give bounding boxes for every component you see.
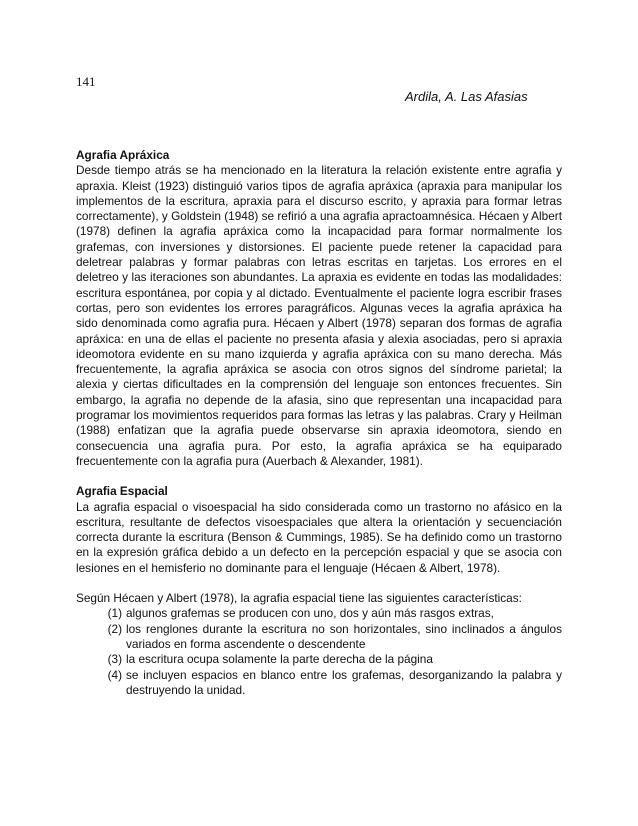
section-paragraph: La agrafia espacial o visoespacial ha sido considerada como un trastorno no afásico en la escritura, resultante de defectos visoespaciales que altera la orientación y secuenciación correcta durante la escritura (Benson & Cummings, 1985). Se ha definido como un trastorno en la expresión gráfica debido a un defecto en la percepción espacial y que se asocia con lesiones en el hemisferio no dominante para el lenguaje (Hécaen & Albert, 1978). (76, 499, 562, 575)
list-item (76, 622, 562, 653)
list-item (76, 606, 562, 621)
list-item (76, 652, 562, 667)
list-item-number: (3) (107, 652, 122, 667)
section-paragraph: Desde tiempo atrás se ha mencionado en la literatura la relación existente entre agrafia y apraxia. Kleist (1923) distinguió varios tipos de agrafia apráxica (apraxia para manipular los implementos de la escritura, apraxia para el discurso escrito, y apraxia para formar letras correctamente), y Goldstein (1948) se refirió a una agrafia apractoamnésica. Hécaen y Albert (1978) definen la agrafia apráxica como la incapacidad para formar normalmente los grafemas, con inversiones y distorsiones. El paciente puede retener la capacidad para deletrear palabras y formar palabras con letras escritas en tarjetas. Los errores en el deletreo y las iteraciones son abundantes. La apraxia es evidente en todas las modalidades: escritura espontánea, por copia y al dictado. Eventualmente el paciente logra escribir frases cortas, pero son evidentes los errores paragráficos. Algunas veces la agrafia apráxica ha sido denominada como agrafia pura. Hécaen y Albert (1978) separan dos formas de agrafia apráxica: en una de ellas el paciente no presenta afasia y alexia asociadas, pero si apraxia ideomotora evidente en su mano izquierda y agrafia apráxica con su mano derecha. Más frecuentemente, la agrafia apráxica se asocia con otros signos del síndrome parietal; la alexia y ciertas dificultades en la comprensión del lenguaje son entonces frecuentes. Sin embargo, la agrafia no depende de la afasia, sino que representan una incapacidad para programar los movimientos requeridos para formas las letras y las palabras. Crary y Heilman (1988) enfatizan que la agrafia puede observarse sin apraxia ideomotora, siendo en consecuencia una agrafia pura. Por esto, la agrafia apráxica se ha equiparado frecuentemente con la agrafia pura (Auerbach & Alexander, 1981). (76, 163, 562, 468)
characteristics-block (76, 591, 562, 698)
characteristics-intro: Según Hécaen y Albert (1978), la agrafia espacial tiene las siguientes características: (76, 591, 522, 606)
section-agrafia-espacial (76, 484, 562, 576)
list-item-text: algunos grafemas se producen con uno, dos y aún más rasgos extras, (126, 606, 494, 621)
list-item-text: los renglones durante la escritura no son horizontales, sino inclinados a ángulos variados en forma ascendente o descendente (126, 621, 562, 651)
list-item-text: la escritura ocupa solamente la parte derecha de la página (126, 652, 433, 667)
list-item-number: (1) (107, 606, 122, 621)
section-agrafia-apraxica (76, 148, 562, 469)
section-heading: Agrafia Espacial (76, 484, 168, 499)
characteristics-list (76, 606, 562, 698)
list-item-number: (2) (107, 621, 122, 636)
page-number: 141 (76, 74, 96, 89)
document-body (76, 148, 562, 713)
list-item (76, 668, 562, 699)
running-header: Ardila, A. Las Afasias (405, 89, 528, 104)
list-item-text: se incluyen espacios en blanco entre los grafemas, desorganizando la palabra y destruyendo la unidad. (126, 667, 562, 697)
section-heading: Agrafia Apráxica (76, 148, 170, 162)
list-item-number: (4) (107, 667, 122, 682)
